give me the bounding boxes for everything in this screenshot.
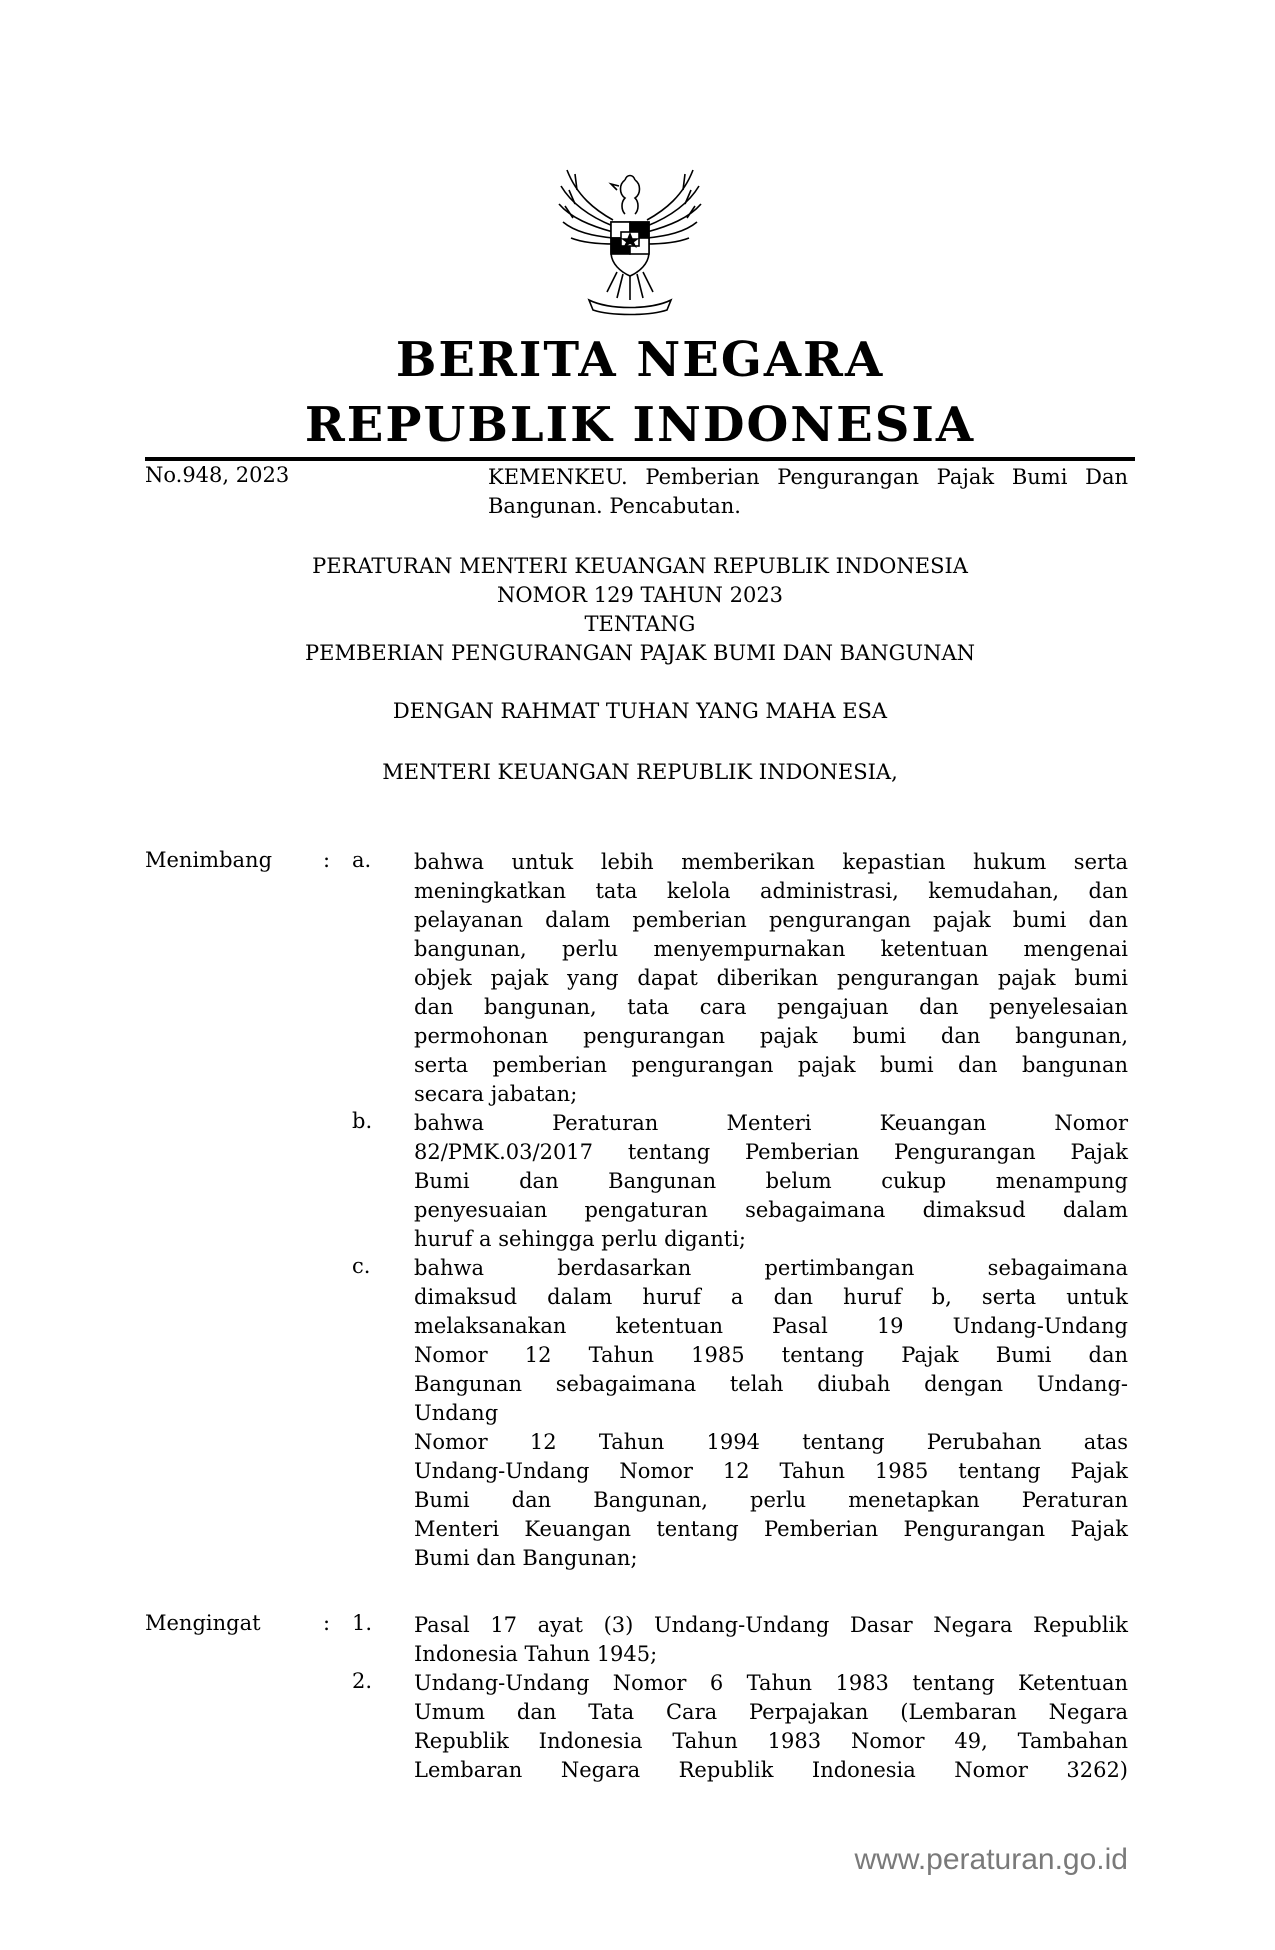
text-line: Bumi dan Bangunan, perlu menetapkan Peraturan [414, 1488, 1128, 1512]
text-line: Bangunan sebagaimana telah diubah dengan Undang- [414, 1372, 1128, 1396]
gazette-summary: KEMENKEU. Pemberian Pengurangan Pajak Bumi Dan Bangunan. Pencabutan. [488, 465, 1128, 518]
item-marker: b. [352, 1109, 373, 1133]
item-marker: 2. [352, 1669, 373, 1693]
text-line: secara jabatan; [414, 1082, 578, 1106]
text-line: bangunan, perlu menyempurnakan ketentuan mengenai [414, 937, 1128, 961]
text-line: Bumi dan Bangunan; [414, 1546, 638, 1570]
text-line: 82/PMK.03/2017 tentang Pemberian Pengurangan Pajak [414, 1140, 1128, 1164]
text-line: bahwa berdasarkan pertimbangan sebagaimana [414, 1256, 1128, 1280]
masthead-title-line-1: BERITA NEGARA [395, 332, 885, 388]
text-line: bahwa Peraturan Menteri Keuangan Nomor [414, 1111, 1128, 1135]
text-line: Undang-Undang Nomor 12 Tahun 1985 tentang Pajak [414, 1459, 1128, 1483]
website-link[interactable]: www.peraturan.go.id [854, 1843, 1128, 1876]
mengingat-label: Mengingat [145, 1611, 261, 1635]
text-line: Undang-Undang Nomor 6 Tahun 1983 tentang Ketentuan [414, 1671, 1128, 1695]
text-line: bahwa untuk lebih memberikan kepastian hukum serta [414, 850, 1128, 874]
text-line: melaksanakan ketentuan Pasal 19 Undang-Undang [414, 1314, 1128, 1338]
text-line: Republik Indonesia Tahun 1983 Nomor 49, Tambahan [414, 1729, 1128, 1753]
item-marker: c. [352, 1254, 371, 1278]
text-line: Nomor 12 Tahun 1985 tentang Pajak Bumi dan [414, 1343, 1128, 1367]
minister-heading: MENTERI KEUANGAN REPUBLIK INDONESIA, [382, 760, 898, 784]
regulation-title [145, 552, 1135, 668]
mengingat-item-1 [414, 1611, 1128, 1669]
text-line: Menteri Keuangan tentang Pemberian Pengurangan Pajak [414, 1517, 1128, 1541]
menimbang-item-b [414, 1109, 1128, 1254]
regulation-title-line: PERATURAN MENTERI KEUANGAN REPUBLIK INDONESIA [312, 554, 968, 578]
text-line: objek pajak yang dapat diberikan pengurangan pajak bumi [414, 966, 1128, 990]
text-line: Lembaran Negara Republik Indonesia Nomor 3262) [414, 1758, 1128, 1782]
text-line: dimaksud dalam huruf a dan huruf b, serta untuk [414, 1285, 1128, 1309]
text-line: Undang [414, 1401, 499, 1425]
text-line: permohonan pengurangan pajak bumi dan bangunan, [414, 1024, 1128, 1048]
masthead-divider [145, 457, 1135, 461]
text-line: Indonesia Tahun 1945; [414, 1642, 658, 1666]
regulation-subject: PEMBERIAN PENGURANGAN PAJAK BUMI DAN BANGUNAN [304, 641, 976, 665]
text-line: huruf a sehingga perlu diganti; [414, 1227, 747, 1251]
text-line: Pasal 17 ayat (3) Undang-Undang Dasar Negara Republik [414, 1613, 1128, 1637]
invocation: DENGAN RAHMAT TUHAN YANG MAHA ESA [392, 699, 888, 723]
text-line: dan bangunan, tata cara pengajuan dan penyelesaian [414, 995, 1128, 1019]
menimbang-item-c [414, 1254, 1128, 1573]
item-marker: a. [352, 848, 372, 872]
mengingat-colon: : [323, 1611, 331, 1635]
mengingat-item-2 [414, 1669, 1128, 1785]
text-line: serta pemberian pengurangan pajak bumi dan bangunan [414, 1053, 1128, 1077]
menimbang-label: Menimbang [145, 848, 273, 872]
garuda-emblem-icon [555, 160, 705, 318]
text-line: Umum dan Tata Cara Perpajakan (Lembaran Negara [414, 1700, 1128, 1724]
text-line: Nomor 12 Tahun 1994 tentang Perubahan atas [414, 1430, 1128, 1454]
gazette-number: No.948, 2023 [145, 463, 290, 487]
regulation-number: NOMOR 129 TAHUN 2023 [496, 583, 784, 607]
item-marker: 1. [352, 1611, 373, 1635]
menimbang-item-a [414, 848, 1128, 1109]
text-line: penyesuaian pengaturan sebagaimana dimaksud dalam [414, 1198, 1128, 1222]
regulation-title-line: TENTANG [584, 612, 696, 636]
text-line: pelayanan dalam pemberian pengurangan pajak bumi dan [414, 908, 1128, 932]
masthead-title-line-2: REPUBLIK INDONESIA [304, 397, 976, 453]
text-line: meningkatkan tata kelola administrasi, kemudahan, dan [414, 879, 1128, 903]
text-line: Bumi dan Bangunan belum cukup menampung [414, 1169, 1128, 1193]
menimbang-colon: : [323, 848, 331, 872]
